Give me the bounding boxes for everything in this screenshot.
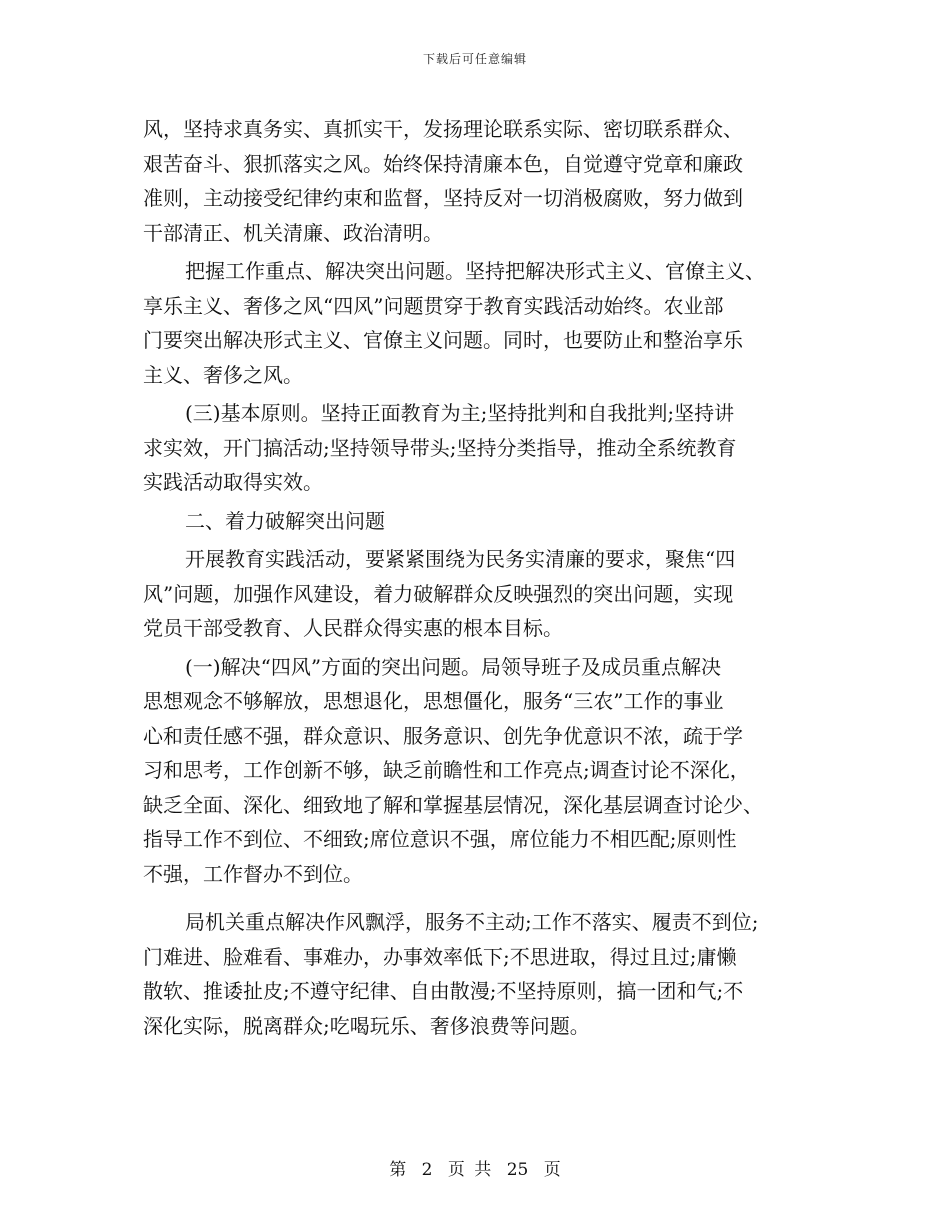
footer-page-number: 2 [421, 1160, 433, 1180]
text-line: 把握工作重点、解决突出问题。坚持把解决形式主义、官僚主义、 [185, 259, 765, 283]
text-line: 主义、奢侈之风。 [143, 362, 303, 387]
paragraph-1 [143, 112, 803, 250]
text-line: 指导工作不到位、不细致;席位意识不强，席位能力不相匹配;原则性 [143, 827, 737, 851]
document-body [143, 112, 803, 1043]
text-line: 艰苦奋斗、狠抓落实之风。始终保持清廉本色，自觉遵守党章和廉政 [143, 151, 743, 176]
footer-suffix: 页 [543, 1160, 561, 1180]
paragraph-2 [143, 254, 803, 392]
paragraph-3 [143, 396, 803, 500]
text-line: 散软、推诿扯皮;不遵守纪律、自由散漫;不坚持原则，搞一团和气;不 [143, 979, 744, 1003]
text-line: 求实效，开门搞活动;坚持领导带头;坚持分类指导，推动全系统教育 [143, 435, 737, 460]
text-line: (三)基本原则。坚持正面教育为主;坚持批判和自我批判;坚持讲 [185, 401, 735, 425]
paragraph-5 [143, 650, 803, 892]
text-line: 不强，工作督办不到位。 [143, 861, 363, 886]
text-line: 享乐主义、奢侈之风“四风”问题贯穿于教育实践活动始终。农业部 [143, 293, 724, 318]
paragraph-6 [143, 905, 803, 1043]
text-line: 准则，主动接受纪律约束和监督，坚持反对一切消极腐败，努力做到 [143, 186, 743, 210]
paragraph-4 [143, 542, 803, 646]
text-line: 风”问题，加强作风建设，着力破解群众反映强烈的突出问题，实现 [143, 581, 734, 606]
text-line: (一)解决“四风”方面的突出问题。局领导班子及成员重点解决 [185, 654, 722, 679]
heading-line: 二、着力破解突出问题 [185, 508, 385, 533]
text-line: 缺乏全面、深化、细致地了解和掌握基层情况，深化基层调查讨论少、 [143, 792, 763, 817]
text-line: 深化实际，脱离群众;吃喝玩乐、奢侈浪费等问题。 [143, 1013, 590, 1038]
footer-total-pages: 25 [506, 1160, 529, 1180]
text-line: 习和思考，工作创新不够，缺乏前瞻性和工作亮点;调查讨论不深化， [143, 758, 750, 782]
text-line: 风，坚持求真务实、真抓实干，发扬理论联系实际、密切联系群众、 [143, 117, 743, 141]
text-line: 党员干部受教育、人民群众得实惠的根本目标。 [143, 616, 563, 640]
section-heading [143, 504, 803, 539]
footer-prefix: 第 [389, 1160, 407, 1180]
text-line: 干部清正、机关清廉、政治清明。 [143, 220, 443, 245]
text-line: 实践活动取得实效。 [143, 470, 323, 494]
footer-middle: 页 共 [447, 1160, 492, 1180]
text-line: 局机关重点解决作风飘浮，服务不主动;工作不落实、履责不到位; [185, 910, 759, 934]
page-header-note: 下载后可任意编辑 [422, 52, 527, 66]
text-line: 门要突出解决形式主义、官僚主义问题。同时，也要防止和整治享乐 [143, 328, 743, 352]
text-line: 开展教育实践活动，要紧紧围绕为民务实清廉的要求，聚焦“四 [185, 547, 736, 571]
page-footer [0, 1155, 950, 1180]
text-line: 门难进、脸难看、事难办，办事效率低下;不思进取，得过且过;庸懒 [143, 944, 737, 969]
text-line: 心和责任感不强，群众意识、服务意识、创先争优意识不浓，疏于学 [143, 723, 743, 748]
text-line: 思想观念不够解放，思想退化，思想僵化，服务“三农”工作的事业 [143, 689, 724, 713]
